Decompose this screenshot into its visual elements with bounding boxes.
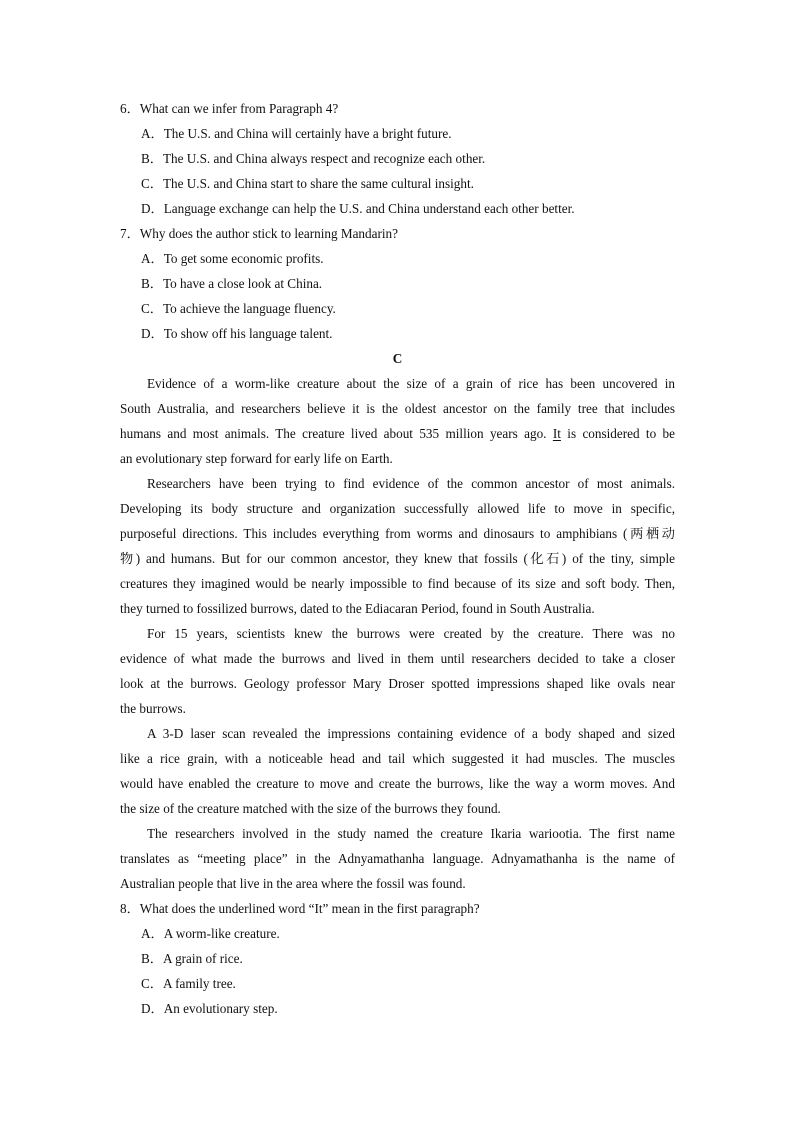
passage-p1-line: Evidence of a worm-like creature about the size of a grain of rice has been uncovered in bbox=[147, 376, 675, 391]
question-7-option-a: A．To get some economic profits. bbox=[141, 251, 324, 266]
passage-p3-line: evidence of what made the burrows and lived in them until researchers decided to take a closer bbox=[120, 651, 675, 666]
question-7-option-b: B．To have a close look at China. bbox=[141, 276, 323, 291]
passage-p3-line: For 15 years, scientists knew the burrows were created by the creature. There was no bbox=[147, 626, 675, 641]
passage-p1-text: humans and most animals. The creature lived about 535 million years ago. bbox=[120, 426, 547, 441]
underlined-word-it: It bbox=[552, 426, 561, 441]
passage-p2-line: they turned to fossilized burrows, dated to the Ediacaran Period, found in South Australia. bbox=[120, 601, 595, 616]
passage-p4-line: the size of the creature matched with the size of the burrows they found. bbox=[120, 801, 501, 816]
passage-p2-line: Researchers have been trying to find evidence of the common ancestor of most animals. bbox=[147, 476, 675, 491]
question-6-option-d: D．Language exchange can help the U.S. and China understand each other better. bbox=[141, 201, 575, 216]
passage-p2-line: purposeful directions. This includes everything from worms and dinosaurs to amphibians (两栖动 bbox=[120, 526, 675, 541]
passage-p5-line: The researchers involved in the study named the creature Ikaria wariootia. The first name bbox=[147, 826, 675, 841]
question-8-option-c: C．A family tree. bbox=[141, 976, 236, 991]
passage-p1-line: South Australia, and researchers believe it is the oldest ancestor on the family tree that includes bbox=[120, 401, 675, 416]
passage-p2-line: creatures they imagined would be nearly impossible to find because of its size and soft body. Then, bbox=[120, 576, 675, 591]
question-8-option-a: A．A worm-like creature. bbox=[141, 926, 280, 941]
passage-p5-line: translates as “meeting place” in the Adnyamathanha language. Adnyamathanha is the name of bbox=[120, 851, 675, 866]
question-7-option-c: C．To achieve the language fluency. bbox=[141, 301, 336, 316]
question-8-stem: 8．What does the underlined word “It” mean in the first paragraph? bbox=[120, 901, 480, 916]
section-heading: C bbox=[392, 351, 403, 366]
passage-p2-line: 物) and humans. But for our common ancestor, they knew that fossils (化石) of the tiny, simple bbox=[120, 551, 675, 566]
question-7-option-d: D．To show off his language talent. bbox=[141, 326, 333, 341]
passage-p1-line: an evolutionary step forward for early life on Earth. bbox=[120, 451, 393, 466]
passage-p1-text: is considered to be bbox=[560, 426, 676, 441]
question-6-stem: 6．What can we infer from Paragraph 4? bbox=[120, 101, 339, 116]
passage-p2-line: Developing its body structure and organization successfully allowed life to move in specific, bbox=[120, 501, 675, 516]
passage-p5-line: Australian people that live in the area where the fossil was found. bbox=[120, 876, 466, 891]
passage-p3-line: the burrows. bbox=[120, 701, 186, 716]
question-7-stem: 7．Why does the author stick to learning Mandarin? bbox=[120, 226, 398, 241]
passage-p4-line: like a rice grain, with a noticeable head and tail which suggested it had muscles. The muscles bbox=[120, 751, 675, 766]
exam-page bbox=[120, 96, 675, 1021]
question-6-option-b: B．The U.S. and China always respect and recognize each other. bbox=[141, 151, 486, 166]
question-6-option-c: C．The U.S. and China start to share the same cultural insight. bbox=[141, 176, 474, 191]
question-8-option-b: B．A grain of rice. bbox=[141, 951, 243, 966]
question-6-option-a: A．The U.S. and China will certainly have a bright future. bbox=[141, 126, 452, 141]
passage-p4-line: A 3-D laser scan revealed the impressions containing evidence of a body shaped and sized bbox=[147, 726, 675, 741]
question-8-option-d: D．An evolutionary step. bbox=[141, 1001, 278, 1016]
passage-p4-line: would have enabled the creature to move and create the burrows, like the way a worm moves. And bbox=[120, 776, 675, 791]
passage-p3-line: look at the burrows. Geology professor Mary Droser spotted impressions shaped like ovals near bbox=[120, 676, 675, 691]
passage-p1-line bbox=[120, 421, 675, 446]
